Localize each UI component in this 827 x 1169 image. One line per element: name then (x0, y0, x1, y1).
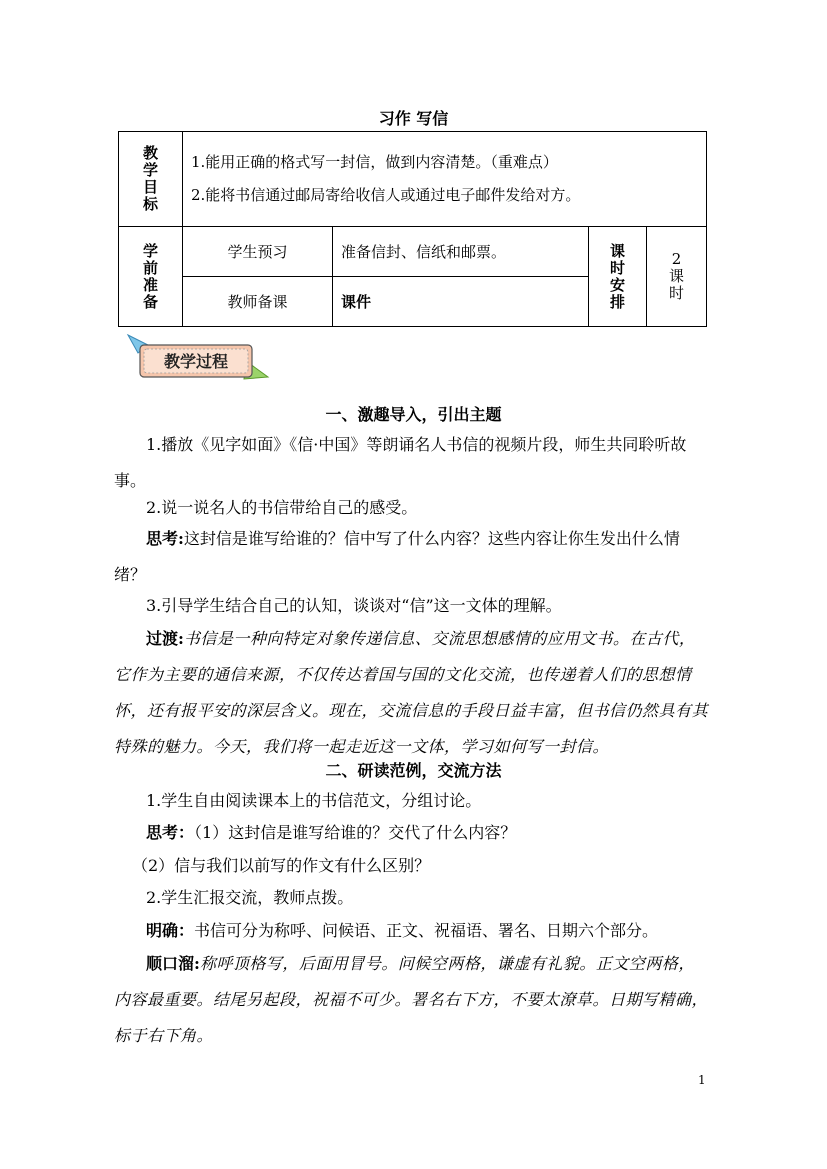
document-title: 习作 写信 (378, 109, 449, 128)
goal-list (183, 132, 707, 227)
clear-label: 明确： (146, 921, 195, 940)
badge-text: 教学过程 (163, 352, 229, 371)
clear-text: 书信可分为称呼、问候语、正文、祝福语、署名、日期六个部分。 (194, 921, 659, 940)
prep-header: 学前准备 (119, 227, 183, 327)
section1-heading: 一、激趣导入，引出主题 (325, 405, 502, 424)
section1-p1: 1.播放《见字如面》《信·中国》等朗诵名人书信的视频片段，师生共同聆听故事。 (114, 435, 687, 490)
page-number: 1 (698, 1073, 706, 1087)
lesson-plan-table (118, 131, 707, 327)
section2-clear (114, 913, 708, 949)
student-prep-label: 学生预习 (183, 227, 333, 277)
section2-rhyme (114, 946, 708, 1054)
section1-think (114, 521, 708, 593)
section2-p2: 2.学生汇报交流，教师点拨。 (146, 888, 354, 907)
teacher-prep-value: 课件 (333, 277, 589, 327)
think-label: 思考: (146, 529, 184, 548)
schedule-value: 2 课时 (647, 227, 707, 327)
student-prep-value: 准备信封、信纸和邮票。 (333, 227, 589, 277)
goal-header: 教学目标 (119, 132, 183, 227)
rhyme-label: 顺口溜: (146, 954, 200, 973)
teacher-prep-label: 教师备课 (183, 277, 333, 327)
section1-p2: 2.说一说名人的书信带给自己的感受。 (146, 498, 418, 517)
transition-label: 过渡: (146, 629, 184, 648)
think-text: （1）这封信是谁写给谁的？交代了什么内容？ (194, 823, 517, 842)
section1-transition (114, 621, 708, 765)
section2-think (114, 815, 708, 851)
schedule-header: 课时安排 (589, 227, 647, 327)
think-label: 思考： (146, 823, 195, 842)
section2-p1: 1.学生自由阅读课本上的书信范文，分组讨论。 (146, 791, 482, 810)
rhyme-text: 称呼顶格写，后面用冒号。问候空两格，谦虚有礼貌。正文空两格，内容最重要。结尾另起段，祝福不可少。署名右下方，不要太潦草。日期写精确，标于右下角。 (114, 954, 709, 1045)
section2-think2: （2）信与我们以前写的作文有什么区别？ (132, 856, 431, 875)
goal-item: 2.能将书信通过邮局寄给收信人或通过电子邮件发给对方。 (191, 186, 581, 204)
section1-p3: 3.引导学生结合自己的认知，谈谈对“信”这一文体的理解。 (146, 596, 562, 615)
teaching-process-badge (126, 333, 270, 383)
goal-item: 1.能用正确的格式写一封信，做到内容清楚。（重难点） (191, 153, 558, 171)
think-text: 这封信是谁写给谁的？信中写了什么内容？这些内容让你生发出什么情绪？ (114, 529, 680, 584)
section2-heading: 二、研读范例，交流方法 (325, 761, 502, 780)
transition-text: 书信是一种向特定对象传递信息、交流思想感情的应用文书。在古代，它作为主要的通信来源，不仅传达着国与国的文化交流，也传递着人们的思想情怀，还有报平安的深层含义。现在，交流信息的手段日益丰富，但书信仍然具有其特殊的魅力。今天，我们将一起走近这一文体，学习如何写一封信。 (114, 629, 709, 756)
